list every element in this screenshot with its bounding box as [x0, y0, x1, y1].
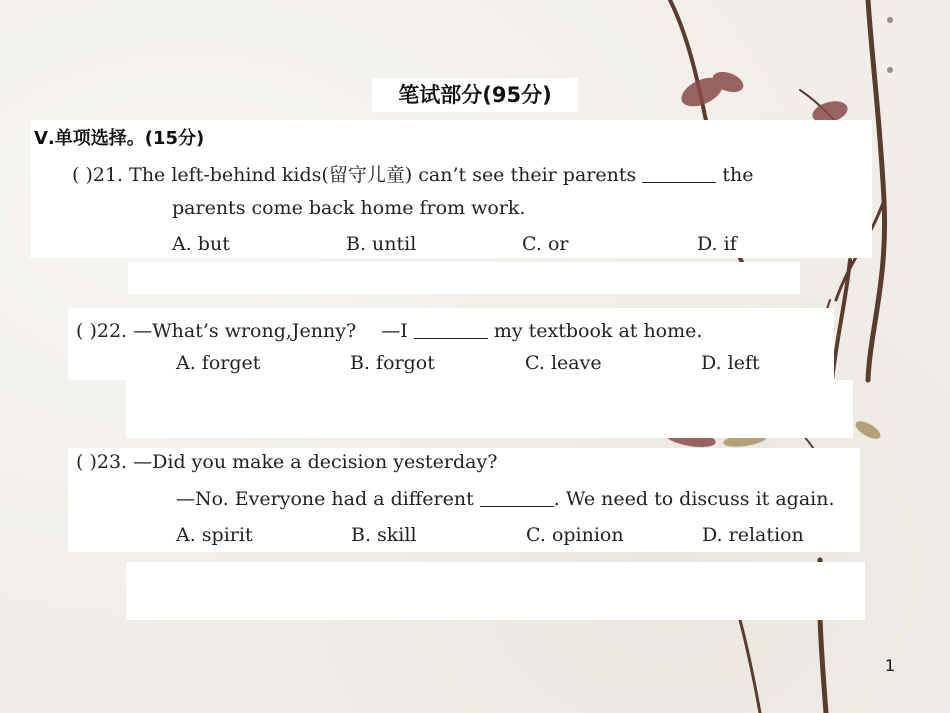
- question-21-option-d: D. if: [697, 233, 737, 255]
- page-number: 1: [884, 656, 895, 675]
- question-21-text-before: The left-behind kids(留守儿童) can’t see their parents: [129, 164, 637, 186]
- question-23-line-2: [176, 488, 835, 510]
- question-22-line-1: [76, 316, 702, 343]
- question-21-blank: [642, 181, 716, 183]
- question-22-option-a: A. forget: [176, 352, 261, 374]
- question-23-text-after: . We need to discuss it again.: [553, 488, 835, 510]
- question-23-option-b: B. skill: [351, 524, 417, 546]
- section-heading: Ⅴ.单项选择。(15分): [34, 128, 205, 149]
- question-21-number: ( )21.: [72, 164, 124, 186]
- question-22-number: ( )22.: [76, 320, 128, 342]
- question-23-text: —Did you make a decision yesterday?: [133, 451, 498, 473]
- question-21-line-2: parents come back home from work.: [172, 197, 526, 219]
- question-23-blank: [480, 505, 554, 507]
- question-21-option-c: C. or: [522, 233, 569, 255]
- question-22-text-after: my textbook at home.: [493, 320, 703, 342]
- question-22-option-d: D. left: [701, 352, 760, 374]
- question-23-option-d: D. relation: [702, 524, 804, 546]
- question-22-option-c: C. leave: [525, 352, 602, 374]
- question-21-line-1: [72, 160, 753, 187]
- question-22-option-b: B. forgot: [350, 352, 435, 374]
- answer-space-23: [126, 562, 865, 620]
- question-21-text-after: the: [722, 164, 754, 186]
- question-22-text-before: —What’s wrong,Jenny? —I: [133, 320, 408, 342]
- page-title: 笔试部分(95分): [372, 78, 578, 112]
- question-23-option-c: C. opinion: [526, 524, 624, 546]
- question-23-text-before: —No. Everyone had a different: [176, 488, 474, 510]
- question-23-option-a: A. spirit: [176, 524, 253, 546]
- question-22-blank: [414, 337, 488, 339]
- question-21-option-b: B. until: [346, 233, 417, 255]
- answer-space-22: [126, 380, 853, 438]
- question-21-option-a: A. but: [172, 233, 230, 255]
- question-23-number: ( )23.: [76, 451, 128, 473]
- question-23-line-1: [76, 451, 497, 473]
- answer-space-21: [128, 262, 800, 294]
